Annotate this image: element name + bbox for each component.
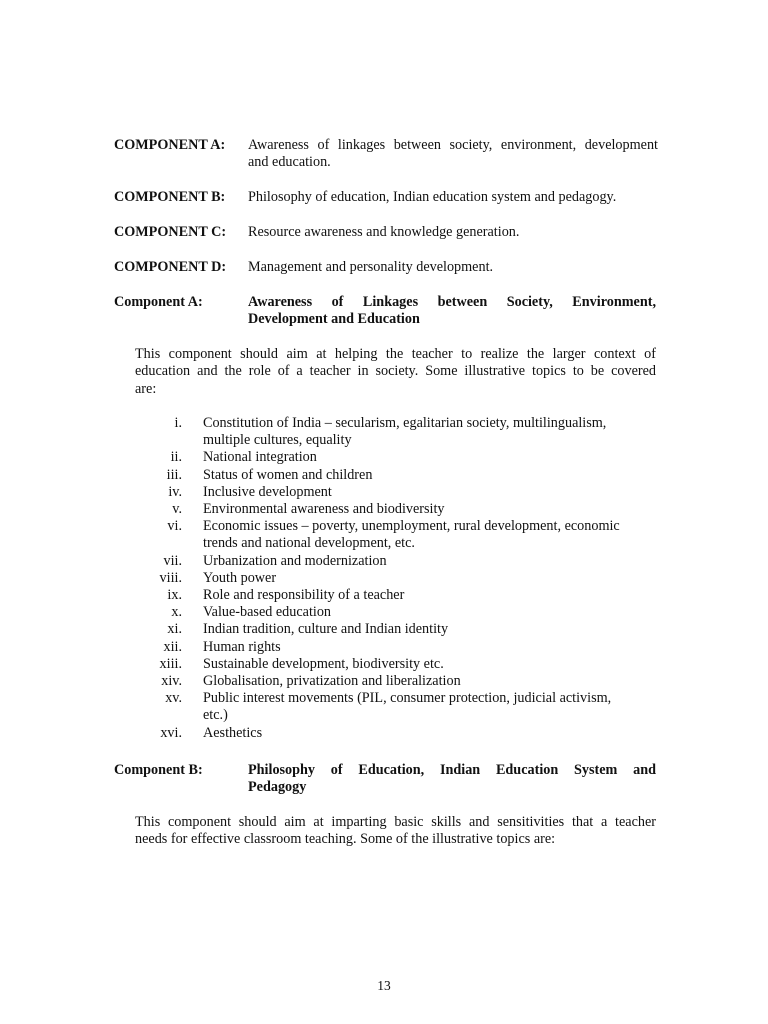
list-item: i. Constitution of India – secularism, egalitarian society, multilingualism, multiple cultures, equality xyxy=(174,415,607,449)
component-b-section-label: Component B: xyxy=(114,762,203,778)
list-item: xiii. Sustainable development, biodiversity etc. xyxy=(159,655,444,672)
component-d-description: Management and personality development. xyxy=(248,259,494,275)
list-item: xi. Indian tradition, culture and Indian identity xyxy=(167,621,449,638)
list-item: v. Environmental awareness and biodiversity xyxy=(172,501,445,518)
component-c-description: Resource awareness and knowledge generation. xyxy=(248,224,520,240)
list-item: xvi. Aesthetics xyxy=(160,724,263,741)
component-b-intro: This component should aim at imparting basic skills and sensitivities that a teacher needs for effective classroom teaching. Some of the illustrative topics are: xyxy=(135,814,656,848)
list-item: iii. Status of women and children xyxy=(166,466,373,483)
list-item: x. Value-based education xyxy=(171,604,332,621)
component-a-topics-list xyxy=(150,415,660,742)
component-b-section-title: Philosophy of Education, Indian Education System and Pedagogy xyxy=(248,762,656,795)
page-number: 13 xyxy=(377,978,391,993)
component-a-intro: This component should aim at helping the teacher to realize the larger context of education and the role of a teacher in society. Some illustrative topics to be covered are: xyxy=(135,346,656,397)
component-b-label: COMPONENT B: xyxy=(114,189,226,205)
list-item: viii. Youth power xyxy=(159,569,277,586)
component-c-label: COMPONENT C: xyxy=(114,224,227,240)
list-item: xv. Public interest movements (PIL, consumer protection, judicial activism, etc.) xyxy=(165,690,612,724)
list-item: ix. Role and responsibility of a teacher xyxy=(167,587,405,604)
list-item: xii. Human rights xyxy=(163,638,281,655)
component-a-section-title: Awareness of Linkages between Society, Environment, Development and Education xyxy=(248,294,656,327)
list-item: ii. National integration xyxy=(170,449,317,466)
component-a-section-label: Component A: xyxy=(114,294,203,310)
component-d-label: COMPONENT D: xyxy=(114,259,227,275)
component-a-description: Awareness of linkages between society, environment, development and education. xyxy=(248,137,658,170)
list-item: iv. Inclusive development xyxy=(168,483,332,500)
list-item: xiv. Globalisation, privatization and liberalization xyxy=(161,673,461,690)
list-item: vi. Economic issues – poverty, unemployment, rural development, economic trends and national development, etc. xyxy=(167,518,620,552)
component-a-label: COMPONENT A: xyxy=(114,137,226,153)
list-item: vii. Urbanization and modernization xyxy=(163,552,387,569)
component-b-description: Philosophy of education, Indian education system and pedagogy. xyxy=(248,189,617,205)
